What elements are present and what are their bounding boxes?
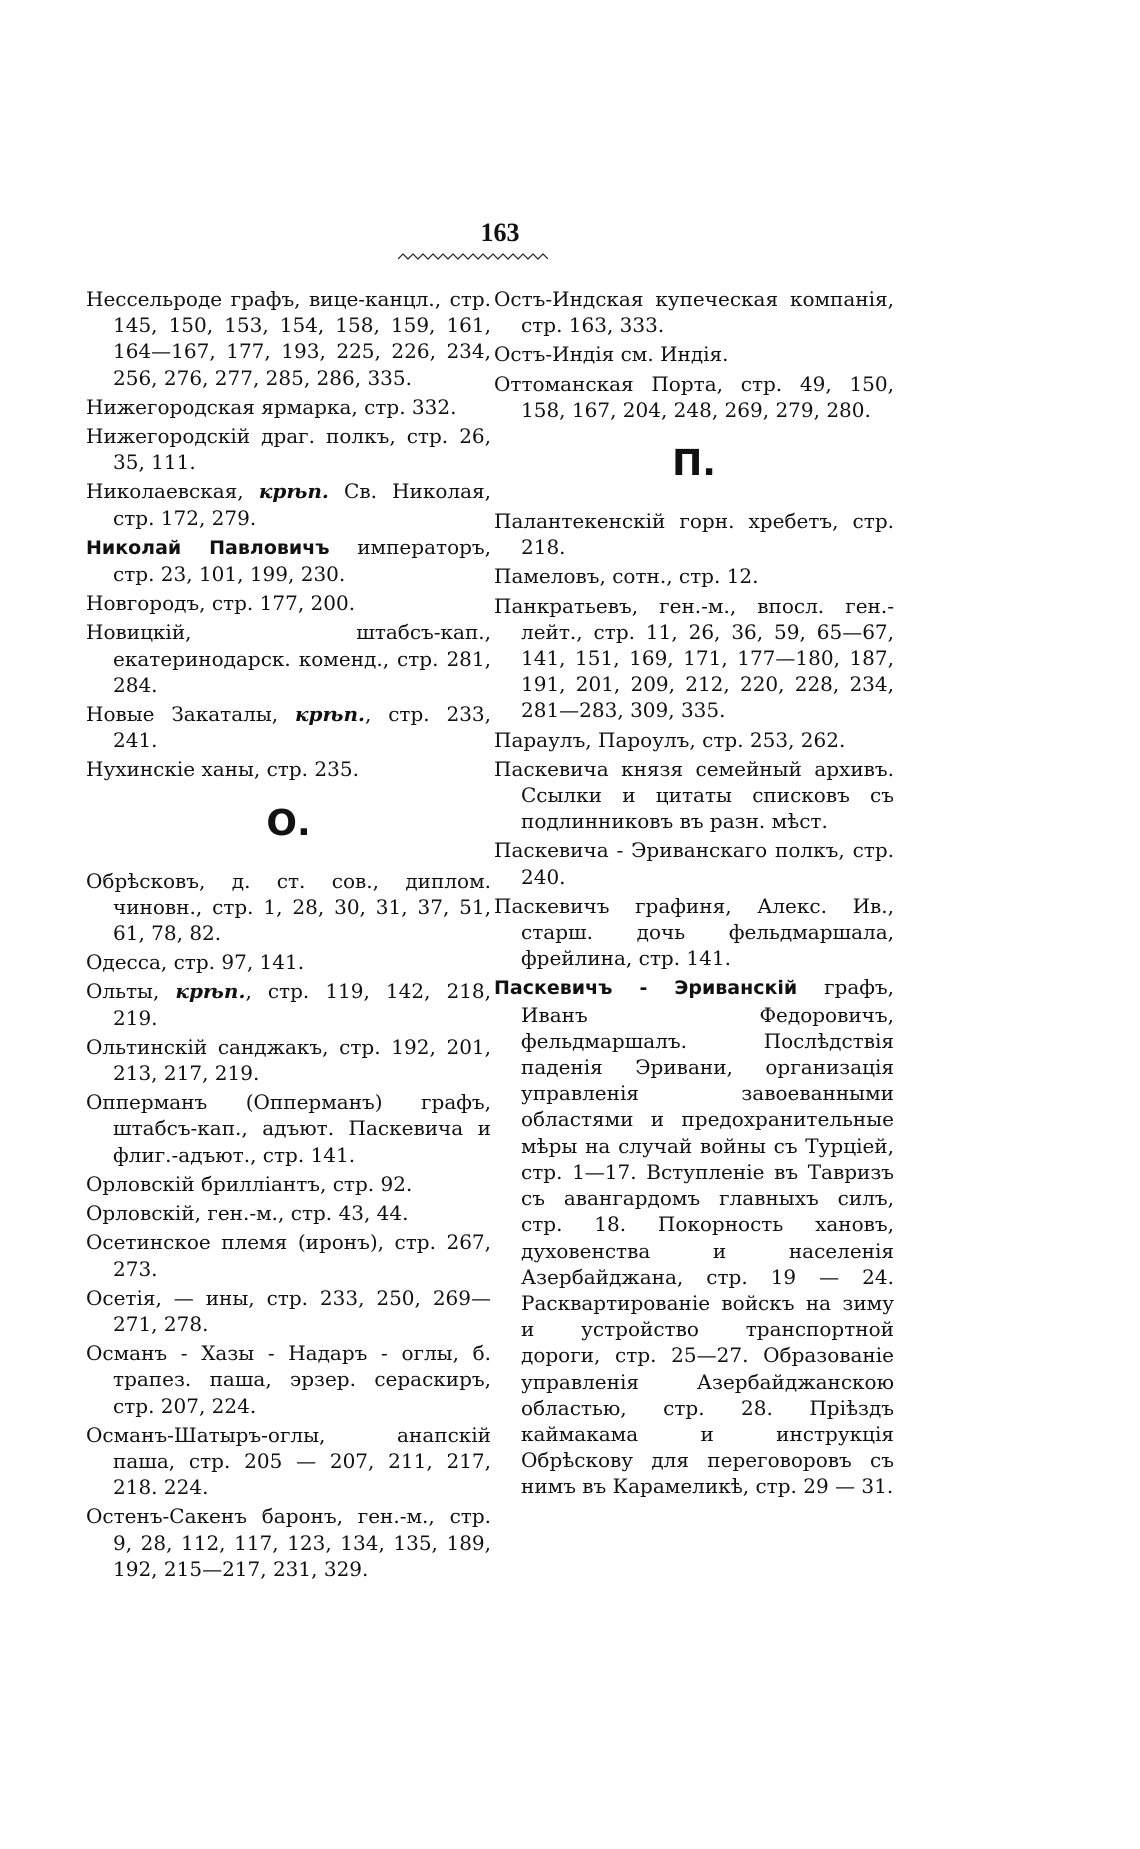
fortress-abbr: крѣп. <box>294 702 365 727</box>
entry-text: Новые Закаталы, <box>86 702 279 727</box>
index-entry: Остъ-Индія см. Индія. <box>494 342 729 367</box>
index-entry: Орловскій, ген.-м., стр. 43, 44. <box>86 1201 409 1226</box>
entry-text: Св. Николая, стр. 172, 279. <box>113 479 492 530</box>
entry-text: Ольты, <box>86 979 160 1004</box>
index-entry: Осетинское племя (иронъ), стр. 267, 273. <box>86 1230 491 1281</box>
index-entry: Ольтинскій санджакъ, стр. 192, 201, 213, 217, 219. <box>86 1034 491 1086</box>
entry-text: , стр. 233, 241. <box>113 702 491 753</box>
index-entry: Паскевича князя семейный архивъ. Ссылки и цитаты списковъ съ подлинниковъ въ разн. мѣст. <box>494 756 894 834</box>
index-entry <box>494 974 894 1499</box>
index-entry: Нухинскіе ханы, стр. 235. <box>86 757 359 782</box>
fortress-abbr: крѣп. <box>175 979 246 1004</box>
section-letter-p: П. <box>672 443 716 485</box>
index-entry: Новицкій, штабсъ-кап., екатеринодарск. коменд., стр. 281, 284. <box>86 620 491 697</box>
index-entry: Паскевичъ графиня, Алекс. Ив., старш. дочь фельдмаршала, фрейлина, стр. 141. <box>494 893 894 971</box>
index-entry: Нижегородская ярмарка, стр. 332. <box>86 394 457 419</box>
index-entry: Оппермaнъ (Опперманъ) графъ, штабсъ-кап., адъют. Паскевича и флиг.-адъют., стр. 141. <box>86 1090 491 1167</box>
entry-headword: Паскевичъ - Эриванскій <box>494 977 798 1000</box>
index-entry: Оттоманская Порта, стр. 49, 150, 158, 167, 204, 248, 269, 279, 280. <box>494 371 894 422</box>
index-entry <box>86 478 491 530</box>
index-entry <box>86 701 491 753</box>
entry-text: графъ, Иванъ Федоровичъ, фельдмаршалъ. Послѣдствія паденія Эривани, организація управленія завоеванными областями и предохранительные мѣры на случай войны съ Турціей, стр. 1—17. Вступленіе въ Тавризъ съ авангардомъ главныхъ силъ, стр. 18. Покорность хановъ, духовенства и населенія Азербайджана, стр. 19 — 24. Расквартированіе войскъ на зиму и устройство транспортной дороги, стр. 25—27. Образованіе управленія Азербайджанскою областью, стр. 28. Пріѣздъ каймакама и инструкція Обрѣскову для переговоровъ съ нимъ въ Карамеликѣ, стр. 29 — 31. <box>521 975 895 1499</box>
entry-headword: Николай Павловичъ <box>86 536 330 559</box>
index-entry: Остъ-Индская купеческая компанія, стр. 163, 333. <box>494 287 894 338</box>
index-entry <box>86 534 491 587</box>
entry-text: императоръ, стр. 23, 101, 199, 230. <box>113 534 491 587</box>
index-entry: Османъ-Шатыръ-оглы, анапскій паша, стр. 205 — 207, 211, 217, 218. 224. <box>86 1422 491 1500</box>
index-entry: Обрѣсковъ, д. ст. сов., диплом. чиновн., стр. 1, 28, 30, 31, 37, 51, 61, 78, 82. <box>86 868 491 946</box>
entry-text: Николаевская, <box>86 479 244 504</box>
index-entry: Орловскій бриллiантъ, стр. 92. <box>86 1171 413 1196</box>
index-entry: Нессельроде графъ, вице-канцл., стр. 145, 150, 153, 154, 158, 159, 161, 164—167, 177, 193, 225, 226, 234, 256, 276, 277, 285, 286, 335. <box>86 287 491 390</box>
index-entry: Остенъ-Сакенъ баронъ, ген.-м., стр. 9, 28, 112, 117, 123, 134, 135, 189, 192, 215—217, 231, 329. <box>86 1504 491 1581</box>
index-entry: Панкратьевъ, ген.-м., впосл. ген.-лейт., стр. 11, 26, 36, 59, 65—67, 141, 151, 169, 171, 177—180, 187, 191, 201, 209, 212, 220, 228, 234, 281—283, 309, 335. <box>494 593 894 723</box>
index-entry <box>86 978 491 1030</box>
page-number: 163 <box>480 218 520 247</box>
index-entry: Палантекенскій горн. хребетъ, стр. 218. <box>494 509 894 560</box>
index-entry: Новгородъ, стр. 177, 200. <box>86 591 356 616</box>
index-entry: Османъ - Хазы - Надаръ - оглы, б. трапез. паша, эрзер. сераскиръ, стр. 207, 224. <box>86 1341 491 1418</box>
fortress-abbr: крѣп. <box>258 479 329 504</box>
index-column-right <box>494 286 894 1503</box>
section-letter-o: О. <box>266 802 311 844</box>
index-entry: Параулъ, Пароулъ, стр. 253, 262. <box>494 727 846 752</box>
index-entry: Памеловъ, сотн., стр. 12. <box>494 564 759 589</box>
index-entry: Осетія, — ины, стр. 233, 250, 269—271, 278. <box>86 1285 491 1336</box>
index-entry: Одесса, стр. 97, 141. <box>86 950 305 975</box>
entry-text: , стр. 119, 142, 218, 219. <box>113 979 492 1030</box>
wavy-rule-ornament <box>398 252 548 262</box>
index-column-left <box>86 286 491 1585</box>
index-entry: Нижегородскій драг. полкъ, стр. 26, 35, 111. <box>86 424 491 475</box>
index-entry: Паскевича - Эриванскаго полкъ, стр. 240. <box>494 838 894 889</box>
